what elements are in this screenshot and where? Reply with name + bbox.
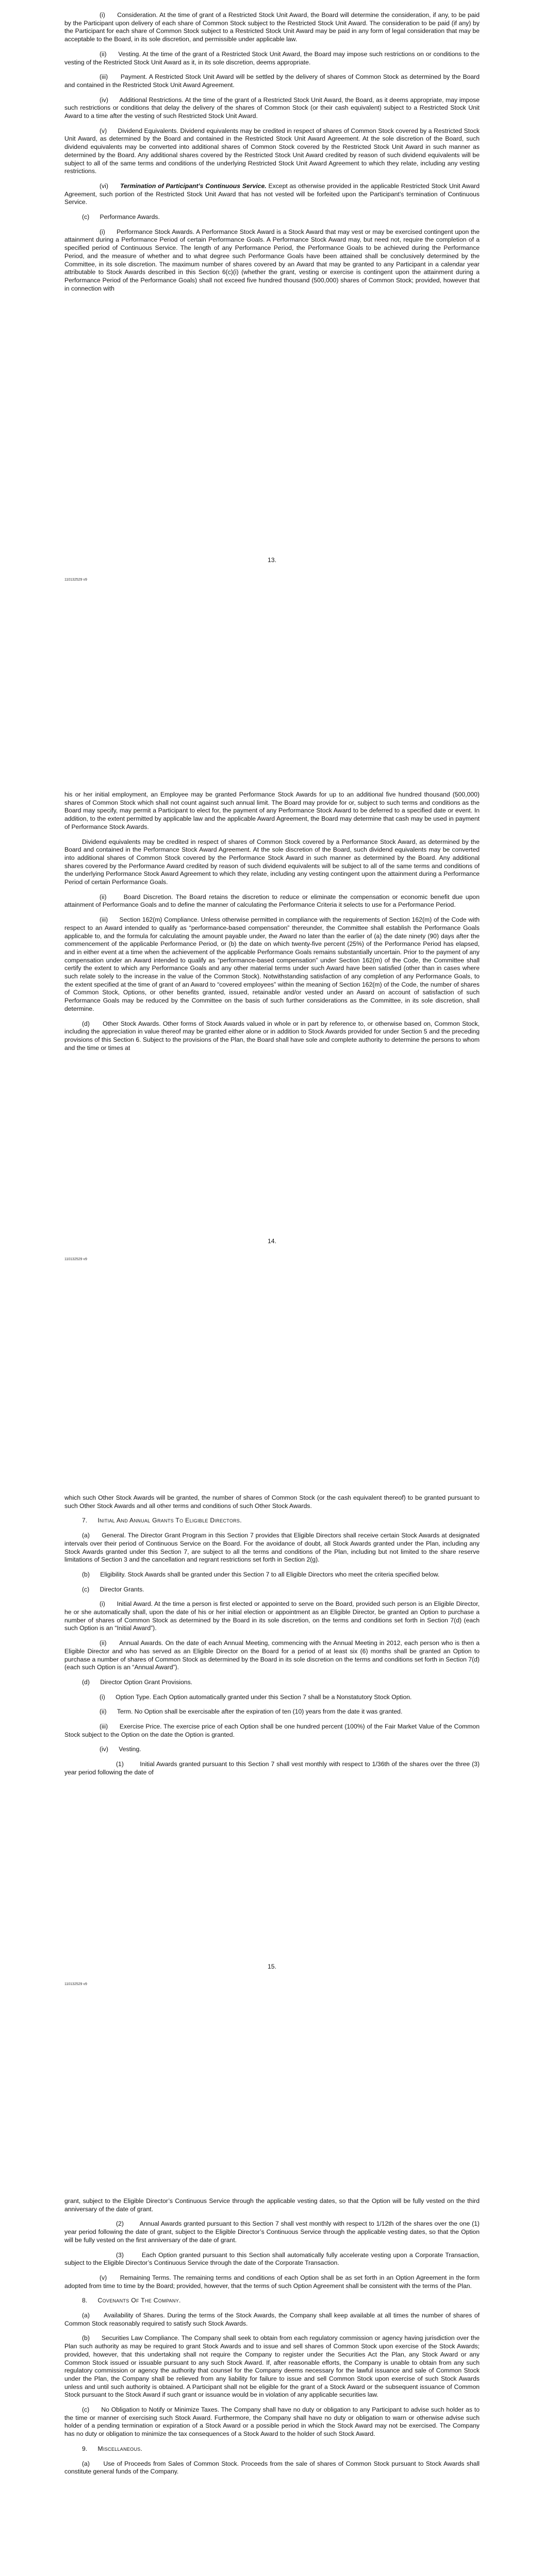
paragraph: (vi) Termination of Participant’s Continuous Service. Except as otherwise provided in the applicable Restricted Stock Unit Award Agreement, such portion of the Restricted Stock Unit Award that has not vested will be forfeited upon the Participant’s termination of Continuous Service. — [64, 182, 480, 206]
paragraph: his or her initial employment, an Employee may be granted Performance Stock Awards for up to an additional five hundred thousand (500,000) shares of Common Stock which shall not count against such annual limit. The Board may provide for or, subject to such terms and conditions as the Board may specify, may permit a Participant to elect for, the payment of any Performance Stock Award to be deferred to a specified date or event. In addition, to the extent permitted by applicable law and the applicable Award Agreement, the Board may determine that cash may be used in payment of Performance Stock Awards. — [64, 791, 480, 831]
paragraph: (a) General. The Director Grant Program in this Section 7 provides that Eligible Directors shall receive certain Stock Awards at designated intervals over their period of Continuous Service on the Board. For the avoidance of doubt, all Stock Awards granted under the Plan, including any Stock Awards granted under this Section 7, are subject to all the terms and conditions of the Plan, including but not limited to the share reserve limitations of Section 3 and the cancellation and regrant restrictions set forth in Section 2(g). — [64, 1532, 480, 1564]
paragraph: (ii) Vesting. At the time of the grant of a Restricted Stock Unit Award, the Board may impose such restrictions on or conditions to the vesting of the Restricted Stock Unit Award as it, in its sole discretion, deems appropriate. — [64, 50, 480, 66]
document-page-14 — [0, 703, 544, 1406]
page-number: 15. — [268, 1963, 276, 1970]
paragraph: (i) Initial Award. At the time a person is first elected or appointed to serve on the Board, provided such person is an Eligible Director, he or she automatically shall, upon the date of his or her initial election or appointment as an Eligible Director, be granted an Option to purchase a number of shares of Common Stock as determined by the Board in its sole discretion, on the terms and conditions set forth in Section 7(d) (each such Option is an “Initial Award”). — [64, 1600, 480, 1632]
page-body — [64, 2197, 480, 2483]
paragraph: (1) Initial Awards granted pursuant to this Section 7 shall vest monthly with respect to 1/36th of the shares over the three (3) year period following the date of — [64, 1760, 480, 1776]
paragraph: (c) No Obligation to Notify or Minimize Taxes. The Company shall have no duty or obligation to any Participant to advise such holder as to the time or manner of exercising such Stock Award. Furthermore, the Company shall have no duty or obligation to warn or otherwise advise such holder of a pending termination or expiration of a Stock Award or a possible period in which the Stock Award may not be exercised. The Company has no duty or obligation to minimize the tax consequences of a Stock Award to the holder of such Stock Award. — [64, 2406, 480, 2438]
paragraph: (v) Remaining Terms. The remaining terms and conditions of each Option shall be as set forth in an Option Agreement in the form adopted from time to time by the Board; provided, however, that the terms of such Option Agreement shall be consistent with the terms of the Plan. — [64, 2274, 480, 2290]
paragraph-heading: (d) Director Option Grant Provisions. — [82, 1678, 193, 1686]
paragraph: (2) Annual Awards granted pursuant to this Section 7 shall vest monthly with respect to 1/12th of the shares over the one (1) year period following the date of grant, subject to the Eligible Director’s Continuous Service through the applicable vesting dates, so that the Option will be fully vested on the first anniversary of the date of grant. — [64, 2220, 480, 2244]
page-number: 14. — [268, 1238, 276, 1245]
paragraph: which such Other Stock Awards will be granted, the number of shares of Common Stock (or the cash equivalent thereof) to be granted pursuant to such Other Stock Awards and all other terms and conditions of such Other Stock Awards. — [64, 1494, 480, 1510]
document-page-16 — [0, 2110, 544, 2576]
page-number: 13. — [268, 556, 276, 564]
paragraph: (iii) Exercise Price. The exercise price of each Option shall be one hundred percent (100%) of the Fair Market Value of the Common Stock subject to the Option on the date the Option is granted. — [64, 1723, 480, 1738]
section-heading: 7. Initial And Annual Grants To Eligible Directors. — [82, 1517, 242, 1524]
paragraph-heading: (c) Performance Awards. — [82, 213, 160, 221]
document-id: 110132529 v9 — [64, 1258, 87, 1261]
paragraph: (ii) Annual Awards. On the date of each Annual Meeting, commencing with the Annual Meeting in 2012, each person who is then a Eligible Director and who has served as an Eligible Director on the Board for a period of at least six (6) months shall be granted an Option to purchase a number of shares of Common Stock as determined by the Board in its sole discretion on the terms and conditions set forth in Section 7(d) (each such Option is an “Annual Award”). — [64, 1639, 480, 1671]
paragraph: (i) Performance Stock Awards. A Performance Stock Award is a Stock Award that may vest or may be exercised contingent upon the attainment during a Performance Period of certain Performance Goals. A Performance Stock Award may, but need not, require the completion of a specified period of Continuous Service. The length of any Performance Period, the Performance Goals to be achieved during the Performance Period, and the measure of whether and to what degree such Performance Goals have been attained shall be conclusively determined by the Committee, in its sole discretion. The maximum number of shares covered by an Award that may be granted to any Participant in a calendar year attributable to Stock Awards described in this Section 6(c)(i) (whether the grant, vesting or exercise is contingent upon the attainment during a Performance Period of the Performance Goals) shall not exceed five hundred thousand (500,000) shares of Common Stock; provided, however that in connection with — [64, 228, 480, 292]
paragraph: (ii) Term. No Option shall be exercisable after the expiration of ten (10) years from the date it was granted. — [100, 1708, 403, 1716]
section-heading: 8. Covenants Of The Company. — [82, 2297, 181, 2304]
paragraph: (iv) Additional Restrictions. At the time of the grant of a Restricted Stock Unit Award, the Board, as it deems appropriate, may impose such restrictions or conditions that delay the delivery of the shares of Common Stock (or their cash equivalent) subject to a Restricted Stock Unit Award to a time after the vesting of such Restricted Stock Unit Award. — [64, 96, 480, 120]
paragraph-heading: (c) Director Grants. — [82, 1585, 144, 1593]
paragraph: Dividend equivalents may be credited in respect of shares of Common Stock covered by a Performance Stock Award, as determined by the Board and contained in the Performance Stock Award Agreement. At the sole discretion of the Board, such dividend equivalents may be converted into additional shares of Common Stock covered by the Performance Stock Award in such manner as determined by the Board. Any additional shares covered by the Performance Award credited by reason of such dividend equivalents will be subject to all of the same terms and conditions of the underlying Performance Stock Award Agreement to which they relate, including any vesting contingent upon the attainment during a Performance Period of certain Performance Goals. — [64, 838, 480, 886]
page-body — [64, 791, 480, 1059]
paragraph: grant, subject to the Eligible Director’s Continuous Service through the applicable vesting dates, so that the Option will be fully vested on the third anniversary of the date of grant. — [64, 2197, 480, 2213]
paragraph: (b) Eligibility. Stock Awards shall be granted under this Section 7 to all Eligible Directors who meet the criteria specified below. — [82, 1570, 440, 1578]
page-body — [64, 1494, 480, 1784]
paragraph: (b) Securities Law Compliance. The Company shall seek to obtain from each regulatory commission or agency having jurisdiction over the Plan such authority as may be required to grant Stock Awards and to issue and sell shares of Common Stock upon exercise of the Stock Awards; provided, however, that this undertaking shall not require the Company to register under the Securities Act the Plan, any Stock Award or any Common Stock issued or issuable pursuant to any such Stock Award. If, after reasonable efforts, the Company is unable to obtain from any such regulatory commission or agency the authority that counsel for the Company deems necessary for the lawful issuance and sale of Common Stock under the Plan, the Company shall be relieved from any liability for failure to issue and sell Common Stock upon exercise of such Stock Awards unless and until such authority is obtained. A Participant shall not be eligible for the grant of a Stock Award or the subsequent issuance of Common Stock pursuant to the Stock Award if such grant or issuance would be in violation of any applicable securities law. — [64, 2334, 480, 2399]
paragraph: (v) Dividend Equivalents. Dividend equivalents may be credited in respect of shares of Common Stock covered by a Restricted Stock Unit Award, as determined by the Board and contained in the Restricted Stock Unit Award Agreement. At the sole discretion of the Board, such dividend equivalents may be converted into additional shares of Common Stock covered by the Restricted Stock Unit Award in such manner as determined by the Board. Any additional shares covered by the Restricted Stock Unit Award credited by reason of such dividend equivalents will be subject to all of the same terms and conditions of the underlying Restricted Stock Unit Award Agreement to which they relate, including any vesting restrictions. — [64, 127, 480, 175]
document-page-13 — [0, 0, 544, 703]
paragraph: (ii) Board Discretion. The Board retains the discretion to reduce or eliminate the compensation or economic benefit due upon attainment of Performance Goals and to define the manner of calculating the Performance Criteria it selects to use for a Performance Period. — [64, 893, 480, 909]
document-page-15 — [0, 1406, 544, 2110]
document-id: 110132529 v9 — [64, 1982, 87, 1986]
paragraph: (i) Consideration. At the time of grant of a Restricted Stock Unit Award, the Board will determine the consideration, if any, to be paid by the Participant upon delivery of each share of Common Stock subject to the Restricted Stock Unit Award. The consideration to be paid (if any) by the Participant for each share of Common Stock subject to a Restricted Stock Unit Award may be paid in any form of legal consideration that may be acceptable to the Board, in its sole discretion, and permissible under applicable law. — [64, 11, 480, 43]
paragraph-heading: (iv) Vesting. — [100, 1745, 141, 1753]
paragraph: (i) Option Type. Each Option automatically granted under this Section 7 shall be a Nonstatutory Stock Option. — [100, 1693, 412, 1701]
paragraph: (a) Use of Proceeds from Sales of Common Stock. Proceeds from the sale of shares of Common Stock pursuant to Stock Awards shall constitute general funds of the Company. — [64, 2460, 480, 2476]
paragraph: (a) Availability of Shares. During the terms of the Stock Awards, the Company shall keep available at all times the number of shares of Common Stock reasonably required to satisfy such Stock Awards. — [64, 2312, 480, 2327]
page-body — [64, 11, 480, 299]
document-id: 110132529 v9 — [64, 578, 87, 582]
paragraph: (d) Other Stock Awards. Other forms of Stock Awards valued in whole or in part by reference to, or otherwise based on, Common Stock, including the appreciation in value thereof may be granted either alone or in addition to Stock Awards provided for under Section 5 and the preceding provisions of this Section 6. Subject to the provisions of the Plan, the Board shall have sole and complete authority to determine the persons to whom and the time or times at — [64, 1020, 480, 1052]
section-heading: 9. Miscellaneous. — [82, 2445, 143, 2452]
paragraph: (3) Each Option granted pursuant to this Section shall automatically fully accelerate vesting upon a Corporate Transaction, subject to the Eligible Director’s Continuous Service through the date of the Corporate Transaction. — [64, 2251, 480, 2267]
paragraph: (iii) Payment. A Restricted Stock Unit Award will be settled by the delivery of shares of Common Stock as determined by the Board and contained in the Restricted Stock Unit Award Agreement. — [64, 73, 480, 89]
paragraph: (iii) Section 162(m) Compliance. Unless otherwise permitted in compliance with the requirements of Section 162(m) of the Code with respect to an Award intended to qualify as “performance-based compensation” thereunder, the Committee shall establish the Performance Goals applicable to, and the formula for calculating the amount payable under, the Award no later than the earlier of (a) the date ninety (90) days after the commencement of the applicable Performance Period, or (b) the date on which twenty-five percent (25%) of the Performance Period has elapsed, and in either event at a time when the achievement of the applicable Performance Goals remains substantially uncertain. Prior to the payment of any compensation under an Award intended to qualify as “performance-based compensation” under Section 162(m) of the Code, the Committee shall certify the extent to which any Performance Goals and any other material terms under such Award have been satisfied (other than in cases where such relate solely to the increase in the value of the Common Stock). Notwithstanding satisfaction of any completion of any Performance Goals, to the extent specified at the time of grant of an Award to “covered employees” within the meaning of Section 162(m) of the Code, the number of shares of Common Stock, Options, or other benefits granted, issued, retainable and/or vested under an Award on account of satisfaction of such Performance Goals may be reduced by the Committee on the basis of such further considerations as the Committee, in its sole discretion, shall determine. — [64, 916, 480, 1012]
